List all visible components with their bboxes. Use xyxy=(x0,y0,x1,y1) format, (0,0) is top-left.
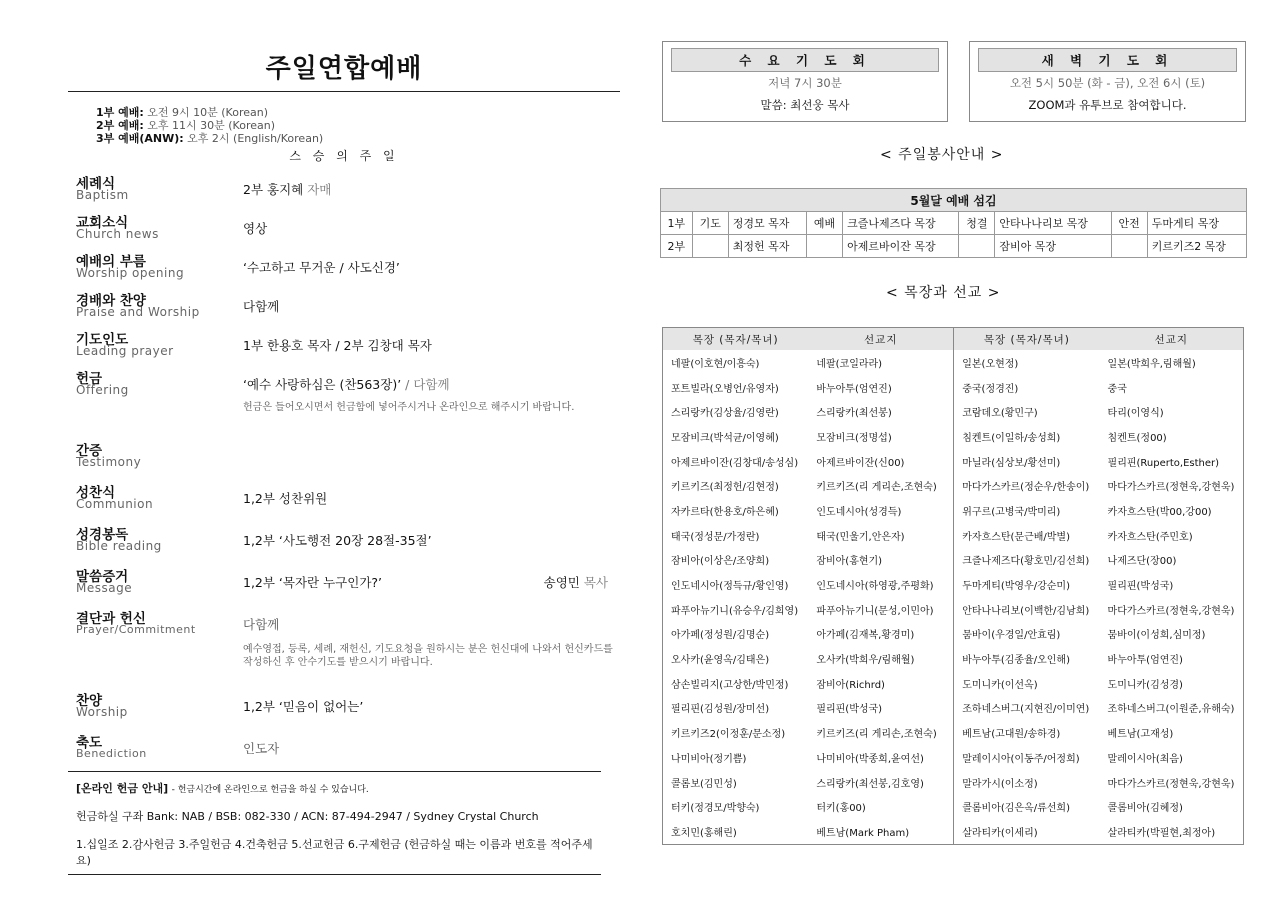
table-cell: 타리(이영식) xyxy=(1107,408,1164,420)
table-cell: 침켄트(이일하/송성희) xyxy=(962,432,1061,444)
table-cell: 일본(박희우,림해월) xyxy=(1107,358,1196,370)
table-cell: 아가페(김재복,황경미) xyxy=(808,622,953,647)
table-cell: 키르키즈(리 게리손,조현숙) xyxy=(808,473,953,498)
table-cell: 인도네시아(정득규/황인영) xyxy=(671,581,789,593)
table-row: 2부 최정헌 목자 아제르바이잔 목장 잠비아 목장 키르키즈2 목장 xyxy=(661,235,1247,258)
table-cell: 스리랑카(김상율/김영란) xyxy=(671,408,779,420)
table-cell: 잠비아(Richrd) xyxy=(808,671,953,696)
table-cell: 키르키즈(리 게리손,조현숙) xyxy=(808,720,953,745)
table-cell: 도미니카(김성경) xyxy=(1107,679,1183,691)
table-cell: 태국(민울기,안은자) xyxy=(808,523,953,548)
table-cell: 모잠비크(박석균/이영혜) xyxy=(671,432,779,444)
table-cell: 인도네시아(하영광,주평화) xyxy=(808,572,953,597)
table-cell: 바누아투(김종율/오인해) xyxy=(962,655,1070,667)
table-row xyxy=(663,572,1244,597)
table-cell: 오사카(윤영옥/김태은) xyxy=(671,655,770,667)
table-cell: 잠비아(이상은/조양희) xyxy=(671,556,770,568)
table-cell: 두마게티(박영우/강순미) xyxy=(962,581,1070,593)
table-row xyxy=(663,375,1244,400)
table-cell: 태국(정성문/가정란) xyxy=(671,531,760,543)
order-item-news: 교회소식 Church news 영상 xyxy=(76,215,268,241)
table-cell: 일본(오현정) xyxy=(962,358,1019,370)
table-cell: 뭄바이(이성희,심미정) xyxy=(1107,630,1206,642)
table-cell: 필리핀(Ruperto,Esther) xyxy=(1107,457,1220,469)
table-cell: 자카르타(한용호/하은혜) xyxy=(671,506,779,518)
table-row xyxy=(663,794,1244,819)
offering-note: 헌금은 들어오시면서 헌금함에 넣어주시거나 온라인으로 해주시기 바랍니다. xyxy=(243,402,575,413)
table-row xyxy=(663,671,1244,696)
column-header: 목장 (목자/목녀) xyxy=(663,328,809,351)
table-cell: 파푸아뉴기니(문성,이민아) xyxy=(808,597,953,622)
dawn-prayer-box: 새 벽 기 도 회 오전 5시 50분 (화 - 금), 오전 6시 (토) ZOOM과 유투브로 참여합니다. xyxy=(969,41,1246,122)
table-cell: 살라티카(박필현,최정아) xyxy=(1107,827,1216,839)
column-header: 목장 (목자/목녀) xyxy=(954,328,1100,351)
table-cell: 마닐라(심상보/황선미) xyxy=(962,457,1061,469)
bank-account: 헌금하실 구좌 Bank: NAB / BSB: 082-330 / ACN: 87-494-2947 / Sydney Crystal Church xyxy=(76,810,539,823)
order-item-offering: 헌금 Offering ‘예수 사랑하심은 (찬563장)’ / 다함께 xyxy=(76,371,450,397)
table-cell: 아제르바이잔(신00) xyxy=(808,449,953,474)
online-offering-info: [온라인 헌금 안내] - 헌금시간에 온라인으로 헌금을 하실 수 있습니다. 헌금하실 구좌 Bank: NAB / BSB: 082-330 / ACN: 87-494-2947 / Sydney Crystal Church 1.십일조 2.감사헌금 3.주일헌금 4.건축헌금 5.선교헌금 6.구제헌금 (헌금하실 때는 이름과 번호를 적어주세요) xyxy=(68,771,601,875)
table-cell: 네팔(이호현/이흥숙) xyxy=(671,358,760,370)
worship-bulletin xyxy=(68,28,620,875)
order-item-communion: 성찬식 Communion 1,2부 성찬위원 xyxy=(76,485,328,511)
page-title: 주일연합예배 xyxy=(68,28,620,92)
order-item-prayer: 기도인도 Leading prayer 1부 한용호 목자 / 2부 김창대 목자 xyxy=(76,332,432,358)
table-cell: 인도네시아(성경득) xyxy=(808,498,953,523)
order-item-worship: 찬양 Worship 1,2부 ‘믿음이 없어는’ xyxy=(76,693,364,719)
table-row xyxy=(663,350,1244,375)
service-time-row: 1부 예배: 오전 9시 10분 (Korean) xyxy=(96,106,268,119)
table-cell: 오사카(박희우/림해월) xyxy=(808,646,953,671)
table-cell: 필리핀(박성국) xyxy=(1107,581,1174,593)
table-cell: 코람데오(황민구) xyxy=(962,408,1038,420)
table-cell: 마다가스카르(정현욱,강현욱) xyxy=(1107,605,1235,617)
table-cell: 필리핀(김성원/장미선) xyxy=(671,704,770,716)
table-cell: 베트남(고재성) xyxy=(1107,729,1174,741)
table-cell: 크즐나제즈다(황호민/김선희) xyxy=(962,556,1090,568)
order-item-bible: 성경봉독 Bible reading 1,2부 ‘사도행전 20장 28절-35절’ xyxy=(76,527,432,553)
table-cell: 마다가스카르(정순우/한송이) xyxy=(962,482,1090,494)
table-row xyxy=(663,498,1244,523)
dawn-title: 새 벽 기 도 회 xyxy=(978,48,1237,72)
order-item-testimony: 간증 Testimony xyxy=(76,443,142,469)
table-cell: 나미비아(정기쁨) xyxy=(671,753,747,765)
table-cell: 조하네스버그(이원준,유해숙) xyxy=(1107,704,1235,716)
table-cell: 카자흐스탄(문근배/박별) xyxy=(962,531,1070,543)
table-cell: 콜롬비아(김혜정) xyxy=(1107,803,1183,815)
order-item-benediction: 축도 Benediction 인도자 xyxy=(76,735,280,760)
table-row xyxy=(663,399,1244,424)
table-cell: 터키(홍00) xyxy=(808,794,953,819)
table-row xyxy=(663,473,1244,498)
table-cell: 잠비아(홍현기) xyxy=(808,548,953,573)
order-item-message: 말씀증거 Message 1,2부 ‘목자란 누구인가?’ 송영민 목사 xyxy=(76,569,608,595)
table-row: 1부 기도 정경모 목자 예배 크즐나제즈다 목장 청결 안타나나리보 목장 안전 두마게티 목장 xyxy=(661,212,1247,235)
table-cell: 마다가스카르(정현욱,강현욱) xyxy=(1107,778,1235,790)
mission-table xyxy=(662,327,1244,845)
table-row xyxy=(663,449,1244,474)
table-cell: 마다가스카르(정현욱,강현욱) xyxy=(1107,482,1235,494)
table-cell: 필리핀(박성국) xyxy=(808,696,953,721)
offering-types: 1.십일조 2.감사헌금 3.주일헌금 4.건축헌금 5.선교헌금 6.구제헌금 (헌금하실 때는 이름과 번호를 적어주세요) xyxy=(76,838,593,867)
table-row xyxy=(663,745,1244,770)
table-cell: 터키(정경모/박향숙) xyxy=(671,803,760,815)
table-row xyxy=(663,424,1244,449)
table-cell: 안타나나리보(이백한/김남희) xyxy=(962,605,1090,617)
table-cell: 카자흐스탄(주민호) xyxy=(1107,531,1193,543)
table-row xyxy=(663,819,1244,844)
table-cell: 스리랑카(최선봉) xyxy=(808,399,953,424)
service-info-title: < 주일봉사안내 > xyxy=(880,147,1004,163)
table-cell: 바누아투(엄연진) xyxy=(808,375,953,400)
mission-title: < 목장과 선교 > xyxy=(886,285,1001,301)
table-cell: 아제르바이잔(김창대/송성심) xyxy=(671,457,799,469)
service-time-row: 3부 예배(ANW): 오후 2시 (English/Korean) xyxy=(96,132,324,145)
order-item-opening: 예배의 부름 Worship opening ‘수고하고 무거운 / 사도신경’ xyxy=(76,254,400,280)
table-cell: 도미니카(이선옥) xyxy=(962,679,1038,691)
table-cell: 말레이시아(이동주/어정희) xyxy=(962,753,1080,765)
order-item-praise: 경배와 찬양 Praise and Worship 다함께 xyxy=(76,293,280,319)
service-time-row: 2부 예배: 오후 11시 30분 (Korean) xyxy=(96,119,275,132)
order-item-baptism: 세례식 Baptism 2부 홍지혜 자매 xyxy=(76,176,332,202)
table-header-row xyxy=(663,328,1244,351)
table-cell: 중국 xyxy=(1107,383,1127,395)
table-cell: 모잠비크(정명섭) xyxy=(808,424,953,449)
table-row xyxy=(663,696,1244,721)
table-cell: 베트남(Mark Pham) xyxy=(808,819,953,844)
table-cell: 키르키즈(최정헌/김현정) xyxy=(671,482,779,494)
table-cell: 아가페(정성원/김명순) xyxy=(671,630,770,642)
service-times xyxy=(96,106,620,145)
table-row xyxy=(663,720,1244,745)
table-row xyxy=(663,622,1244,647)
table-cell: 카자흐스탄(박00,강00) xyxy=(1107,506,1212,518)
table-cell: 삼손빌리지(고상한/박민정) xyxy=(671,679,789,691)
table-cell: 콜롬보(김민성) xyxy=(671,778,737,790)
table-cell: 호치민(홍해린) xyxy=(671,827,737,839)
table-cell: 스리랑카(최선봉,김호영) xyxy=(808,770,953,795)
column-header: 선교지 xyxy=(1100,328,1244,351)
wednesday-prayer-box: 수 요 기 도 회 저녁 7시 30분 말씀: 최선웅 목사 xyxy=(662,41,948,122)
table-cell: 말라가시(이소정) xyxy=(962,778,1038,790)
table-row xyxy=(663,548,1244,573)
commitment-note: 예수영접, 등록, 세례, 재헌신, 기도요청을 원하시는 분은 헌신대에 나와서 헌신카드를 작성하신 후 안수기도를 받으시기 바랍니다. xyxy=(243,644,613,668)
table-cell: 조하네스버그(지현진/이미연) xyxy=(962,704,1090,716)
table-row xyxy=(663,770,1244,795)
table-row xyxy=(663,523,1244,548)
table-cell: 살라티카(이세리) xyxy=(962,827,1038,839)
table-cell: 나제즈단(장00) xyxy=(1107,556,1177,568)
serve-table: 5월달 예배 섬김 1부 기도 정경모 목자 예배 크즐나제즈다 목장 청결 안타나나리보 목장 안전 두마게티 목장 2부 최정헌 목자 아제르바이잔 목장 잠비아 목장 키르키즈2 목장 xyxy=(660,188,1247,258)
table-row xyxy=(663,597,1244,622)
table-row xyxy=(663,646,1244,671)
table-cell: 나미비아(박종희,윤여선) xyxy=(808,745,953,770)
column-header: 선교지 xyxy=(808,328,953,351)
table-cell: 파푸아뉴기니(유승우/김희영) xyxy=(671,605,799,617)
wednesday-title: 수 요 기 도 회 xyxy=(671,48,939,72)
table-cell: 침켄트(정00) xyxy=(1107,432,1167,444)
table-cell: 포트빌라(오병언/유영자) xyxy=(671,383,779,395)
table-cell: 중국(정경진) xyxy=(962,383,1019,395)
table-cell: 베트남(고대원/송하경) xyxy=(962,729,1061,741)
table-cell: 키르키즈2(이정훈/문소정) xyxy=(671,729,786,741)
order-item-commitment: 결단과 헌신 Prayer/Commitment 다함께 xyxy=(76,611,280,636)
table-cell: 위구르(고병국/박미리) xyxy=(962,506,1061,518)
table-cell: 말레이시아(최음) xyxy=(1107,753,1183,765)
table-cell: 바누아투(엄연진) xyxy=(1107,655,1183,667)
table-cell: 네팔(코일라라) xyxy=(808,350,953,375)
table-cell: 콜롬비아(김은옥/류선희) xyxy=(962,803,1070,815)
section-title: 스 승 의 주 일 xyxy=(289,149,399,163)
table-cell: 뭄바이(우경일/안효림) xyxy=(962,630,1061,642)
